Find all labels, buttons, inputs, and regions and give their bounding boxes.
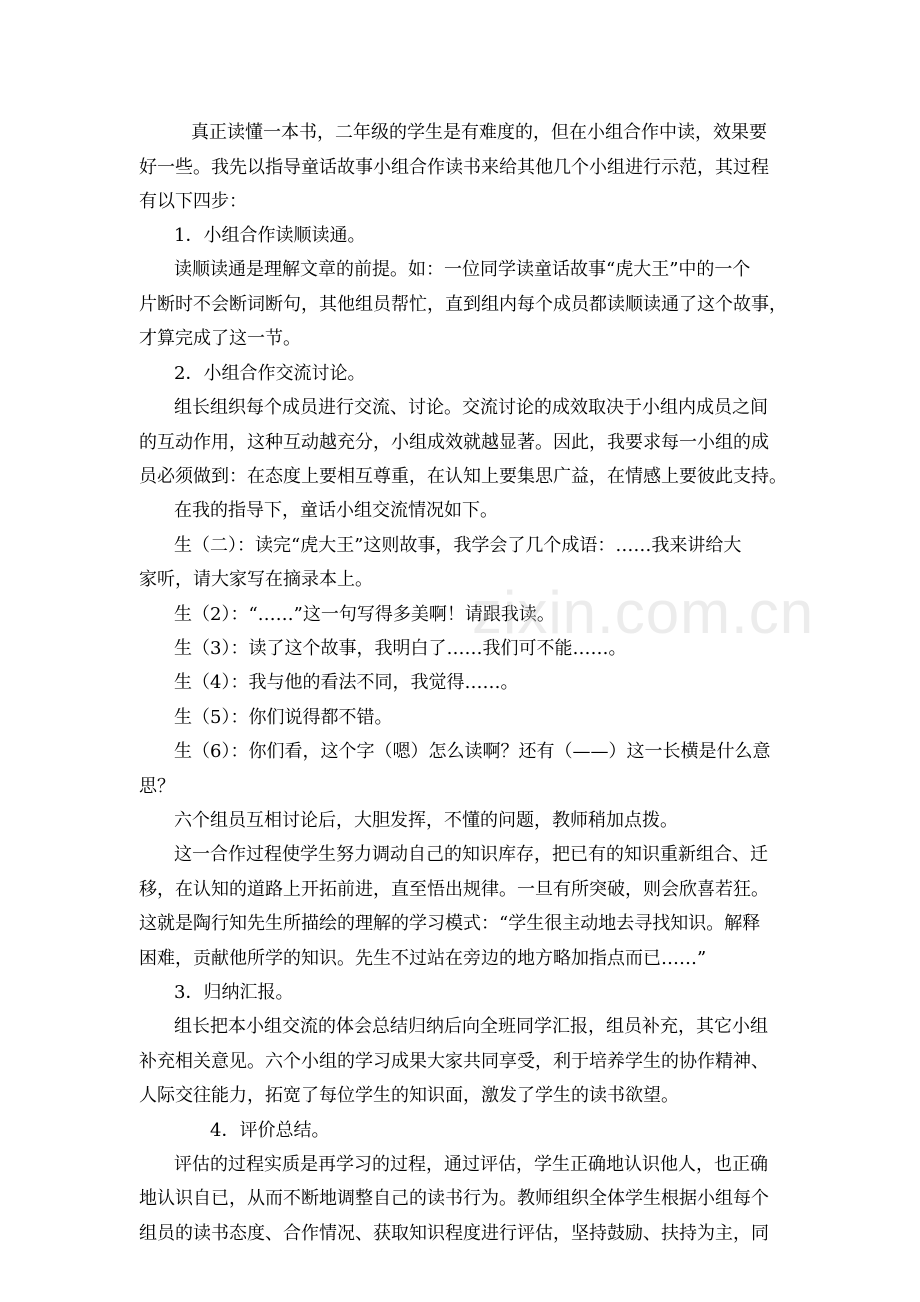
text-line: 这一合作过程使学生努力调动自己的知识库存，把已有的知识重新组合、迁	[174, 844, 768, 865]
text-line: 思？	[139, 776, 175, 797]
text-line: 生（二）：读完“虎大王”这则故事，我学会了几个成语：……我来讲给大	[174, 535, 742, 556]
section-heading: 2．小组合作交流讨论。	[174, 363, 366, 384]
text-line: 补充相关意见。六个小组的学习成果大家共同享受，利于培养学生的协作精神、	[139, 1051, 769, 1072]
section-heading: 3．归纳汇报。	[174, 982, 294, 1003]
text-line: 评估的过程实质是再学习的过程，通过评估，学生正确地认识他人，也正确	[174, 1154, 768, 1175]
text-line: 这就是陶行知先生所描绘的理解的学习模式：“学生很主动地去寻找知识。解释	[139, 913, 761, 934]
text-line: 的互动作用，这种互动越充分，小组成效就越显著。因此，我要求每一小组的成	[139, 432, 769, 453]
text-line: 困难，贡献他所学的知识。先生不过站在旁边的地方略加指点而已……”	[139, 948, 707, 969]
text-line: 有以下四步：	[139, 191, 247, 212]
text-line: 组长把本小组交流的体会总结归纳后向全班同学汇报，组员补充，其它小组	[174, 1016, 768, 1037]
text-line: 移，在认知的道路上开拓前进，直至悟出规律。一旦有所突破，则会欣喜若狂。	[139, 879, 769, 900]
text-line: 组员的读书态度、合作情况、获取知识程度进行评估，坚持鼓励、扶持为主，同	[139, 1223, 769, 1244]
text-line: 家听，请大家写在摘录本上。	[139, 569, 373, 590]
text-line: 好一些。我先以指导童话故事小组合作读书来给其他几个小组进行示范，其过程	[139, 157, 769, 178]
watermark: zixin.com.cn	[472, 579, 815, 646]
text-line: 组长组织每个成员进行交流、讨论。交流讨论的成效取决于小组内成员之间	[174, 397, 768, 418]
text-line: 生（5）：你们说得都不错。	[174, 707, 393, 728]
section-heading: 1．小组合作读顺读通。	[174, 225, 366, 246]
text-line: 六个组员互相讨论后，大胆发挥，不懂的问题，教师稍加点拨。	[174, 810, 678, 831]
section-heading: 4．评价总结。	[210, 1120, 330, 1141]
text-line: 读顺读通是理解文章的前提。如：一位同学读童话故事“虎大王”中的一个	[174, 259, 751, 280]
text-line: 生（3）：读了这个故事，我明白了……我们可不能……。	[174, 638, 627, 659]
text-line: 生（2）：“……”这一句写得多美啊！请跟我读。	[174, 604, 555, 625]
text-line: 片断时不会断词断句，其他组员帮忙，直到组内每个成员都读顺读通了这个故事，	[139, 294, 787, 315]
text-line: 生（6）：你们看，这个字（嗯）怎么读啊？还有（——）这一长横是什么意	[174, 741, 771, 762]
text-line: 生（4）：我与他的看法不同，我觉得……。	[174, 672, 519, 693]
text-line: 人际交往能力，拓宽了每位学生的知识面，激发了学生的读书欲望。	[139, 1085, 679, 1106]
text-line: 才算完成了这一节。	[139, 328, 301, 349]
text-line: 地认识自已，从而不断地调整自己的读书行为。教师组织全体学生根据小组每个	[139, 1188, 769, 1209]
text-line: 员必须做到：在态度上要相互尊重，在认知上要集思广益，在情感上要彼此支持。	[139, 466, 787, 487]
text-line: 在我的指导下，童话小组交流情况如下。	[174, 500, 498, 521]
text-line: 真正读懂一本书，二年级的学生是有难度的，但在小组合作中读，效果要	[191, 122, 767, 143]
